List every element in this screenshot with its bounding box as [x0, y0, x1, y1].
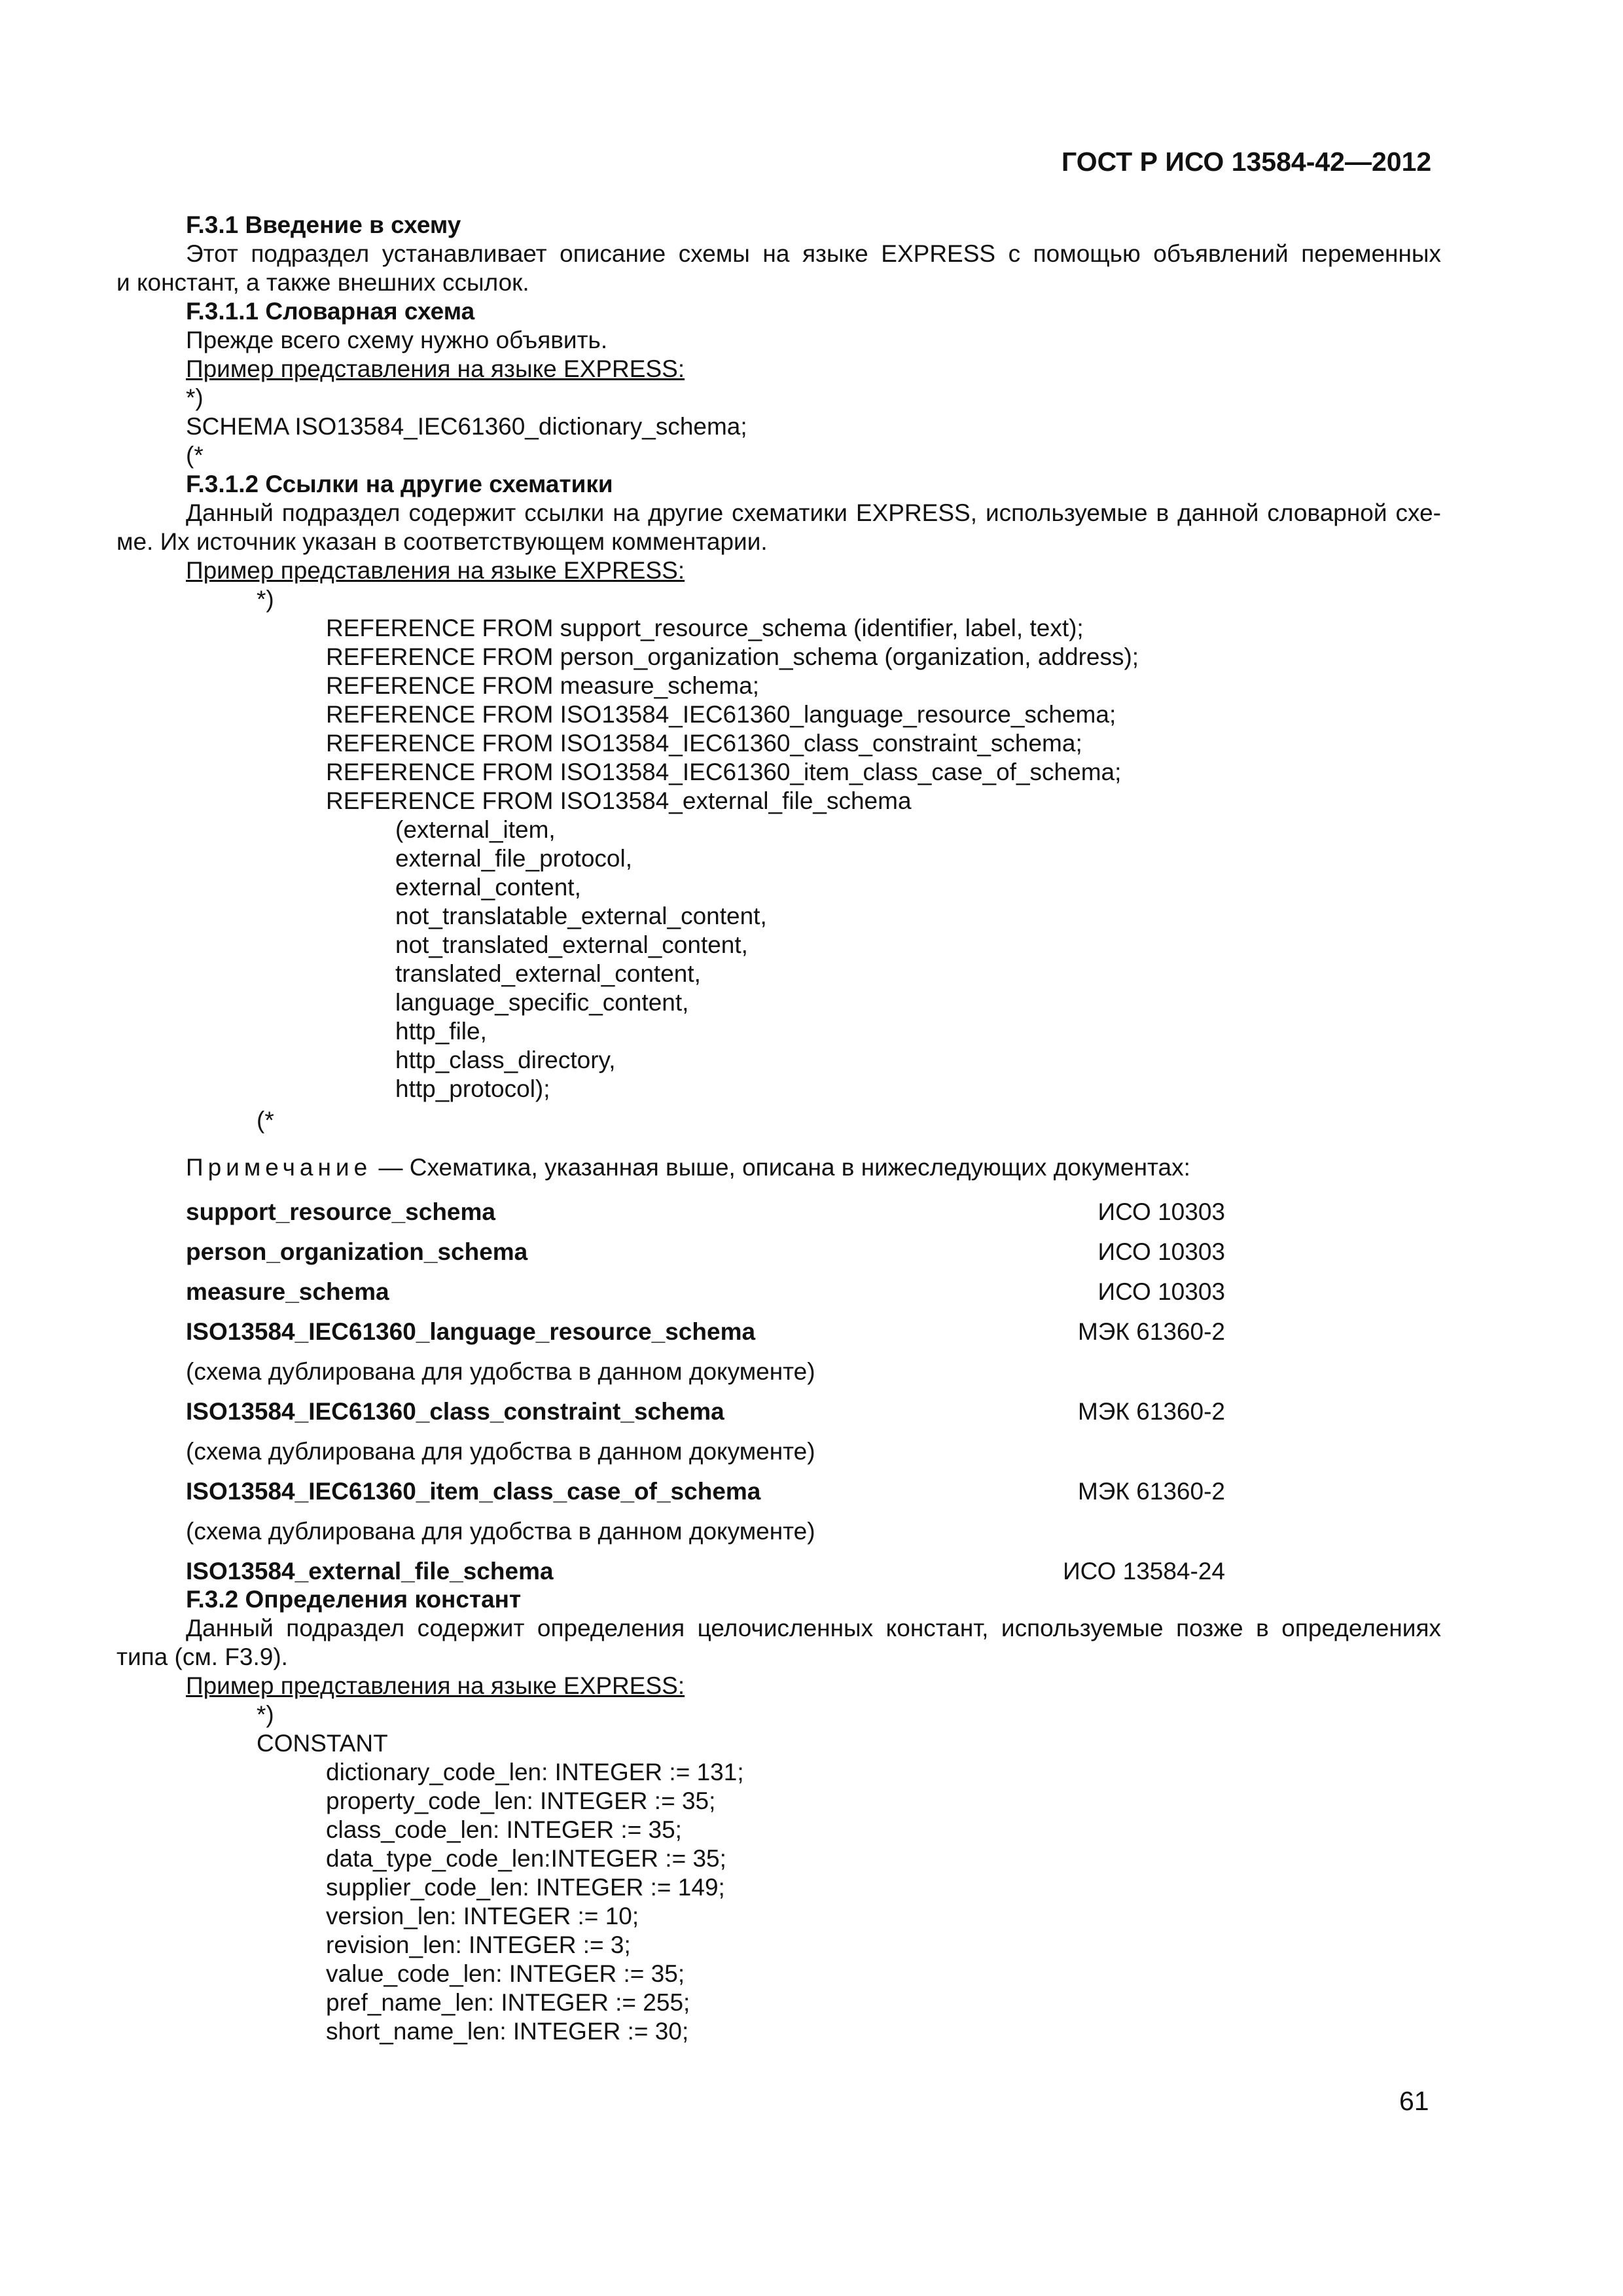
page-number: 61	[1399, 2086, 1429, 2116]
code-line: revision_len: INTEGER := 3;	[326, 1931, 631, 1958]
code-line: (*	[186, 442, 204, 469]
section-heading: F.3.1.1 Словарная схема	[186, 298, 475, 325]
code-line: external_file_protocol,	[395, 845, 632, 872]
paragraph-line: ме. Их источник указан в соответствующем комментарии.	[116, 528, 768, 555]
code-line: (*	[257, 1107, 274, 1134]
code-line: value_code_len: INTEGER := 35;	[326, 1960, 685, 1987]
schema-doc: ИСО 10303	[1097, 1278, 1225, 1305]
schema-name: ISO13584_IEC61360_item_class_case_of_schema	[186, 1478, 761, 1505]
schema-name: support_resource_schema	[186, 1198, 495, 1225]
section-heading: F.3.1 Введение в схему	[186, 211, 461, 238]
schema-name: ISO13584_IEC61360_language_resource_schema	[186, 1318, 756, 1345]
code-line: REFERENCE FROM support_resource_schema (identifier, label, text);	[326, 615, 1084, 641]
code-line: data_type_code_len:INTEGER := 35;	[326, 1845, 726, 1872]
note-line	[186, 1153, 1190, 1182]
code-line: REFERENCE FROM ISO13584_IEC61360_language_resource_schema;	[326, 701, 1116, 728]
code-line: REFERENCE FROM person_organization_schema (organization, address);	[326, 643, 1139, 670]
schema-comment: (схема дублирована для удобства в данном документе)	[186, 1518, 815, 1545]
schema-name: person_organization_schema	[186, 1238, 528, 1265]
code-line: REFERENCE FROM ISO13584_external_file_schema	[326, 787, 912, 814]
code-line: http_class_directory,	[395, 1047, 616, 1073]
example-caption: Пример представления на языке EXPRESS:	[186, 557, 685, 584]
example-caption: Пример представления на языке EXPRESS:	[186, 1672, 685, 1699]
code-line: external_content,	[395, 874, 581, 901]
code-line: translated_external_content,	[395, 960, 701, 987]
schema-doc: ИСО 10303	[1097, 1198, 1225, 1225]
example-caption: Пример представления на языке EXPRESS:	[186, 355, 685, 382]
code-line: not_translated_external_content,	[395, 931, 748, 958]
schema-doc: ИСО 10303	[1097, 1238, 1225, 1265]
code-line: language_specific_content,	[395, 989, 689, 1016]
code-line: not_translatable_external_content,	[395, 903, 767, 929]
code-line: *)	[257, 586, 274, 613]
schema-doc: МЭК 61360-2	[1077, 1318, 1225, 1345]
page-header: ГОСТ Р ИСО 13584-42—2012	[1061, 147, 1432, 177]
schema-name: ISO13584_IEC61360_class_constraint_schema	[186, 1398, 724, 1425]
code-line: http_protocol);	[395, 1075, 550, 1102]
schema-name: measure_schema	[186, 1278, 389, 1305]
schema-comment: (схема дублирована для удобства в данном документе)	[186, 1438, 815, 1465]
section-heading: F.3.1.2 Ссылки на другие схематики	[186, 471, 613, 497]
code-line: http_file,	[395, 1018, 487, 1045]
code-line: class_code_len: INTEGER := 35;	[326, 1816, 682, 1843]
paragraph-line: Данный подраздел содержит ссылки на другие схематики EXPRESS, используемые в данной словарной схе-	[186, 499, 1441, 526]
code-line: SCHEMA ISO13584_IEC61360_dictionary_schema;	[186, 413, 747, 440]
paragraph-line: и констант, а также внешних ссылок.	[116, 269, 529, 296]
code-line: version_len: INTEGER := 10;	[326, 1903, 639, 1929]
schema-doc: МЭК 61360-2	[1077, 1398, 1225, 1425]
schema-doc: ИСО 13584-24	[1063, 1558, 1225, 1585]
note-text: — Схематика, указанная выше, описана в нижеследующих документах:	[372, 1154, 1190, 1181]
code-line: dictionary_code_len: INTEGER := 131;	[326, 1759, 744, 1785]
code-line: (external_item,	[395, 816, 556, 843]
section-heading: F.3.2 Определения констант	[186, 1586, 522, 1613]
code-line: supplier_code_len: INTEGER := 149;	[326, 1874, 725, 1901]
paragraph-line: типа (см. F3.9).	[116, 1643, 288, 1670]
code-line: REFERENCE FROM ISO13584_IEC61360_item_class_case_of_schema;	[326, 759, 1122, 785]
schema-name: ISO13584_external_file_schema	[186, 1558, 554, 1585]
code-line: property_code_len: INTEGER := 35;	[326, 1787, 716, 1814]
code-line: *)	[257, 1701, 274, 1728]
paragraph-line: Этот подраздел устанавливает описание схемы на языке EXPRESS с помощью объявлений переменных	[186, 240, 1441, 267]
schema-doc: МЭК 61360-2	[1077, 1478, 1225, 1505]
schema-comment: (схема дублирована для удобства в данном документе)	[186, 1358, 815, 1385]
paragraph-line: Прежде всего схему нужно объявить.	[186, 327, 608, 353]
paragraph-line: Данный подраздел содержит определения целочисленных констант, используемые позже в определениях	[186, 1615, 1441, 1641]
code-line: short_name_len: INTEGER := 30;	[326, 2018, 689, 2045]
code-line: pref_name_len: INTEGER := 255;	[326, 1989, 690, 2016]
code-line: CONSTANT	[257, 1730, 388, 1757]
code-line: REFERENCE FROM ISO13584_IEC61360_class_constraint_schema;	[326, 730, 1082, 757]
code-line: REFERENCE FROM measure_schema;	[326, 672, 760, 699]
note-label: Примечание	[186, 1154, 372, 1181]
code-line: *)	[186, 384, 204, 411]
